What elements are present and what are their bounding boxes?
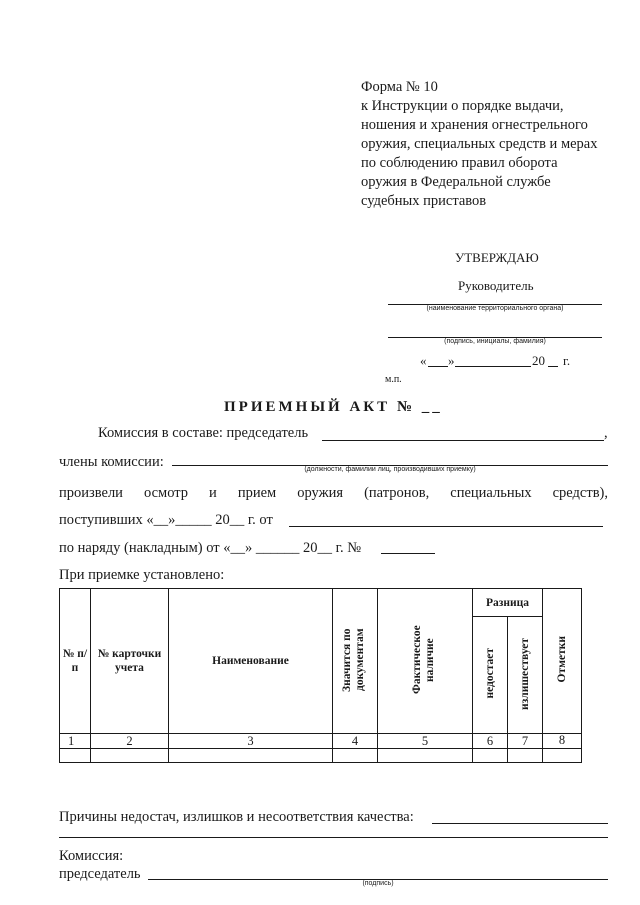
col-number: 1 — [60, 734, 91, 749]
col-header-docs-text: Значится по документам — [341, 627, 366, 692]
empty-cell — [508, 749, 543, 763]
approve-date-open-quote: « — [420, 353, 427, 368]
org-name-field — [388, 292, 602, 312]
header-line: к Инструкции о порядке выдачи, — [361, 98, 564, 114]
empty-cell — [91, 749, 169, 763]
header-line: по соблюдению правил оборота — [361, 155, 558, 171]
arrived-label: поступивших «__»_____ 20__ г. от — [59, 512, 273, 528]
approve-date-year: 20 — [532, 353, 545, 368]
arrived-from-line — [289, 526, 603, 527]
signature-caption: (подпись) — [362, 880, 394, 887]
empty-cell — [473, 749, 508, 763]
col-number: 4 — [333, 734, 378, 749]
approve-role: Руководитель — [458, 278, 534, 293]
form-reference-block — [361, 78, 609, 211]
approve-title: УТВЕРЖДАЮ — [455, 250, 539, 265]
reasons-line-1 — [432, 823, 608, 824]
col-header-diff: Разница — [473, 589, 543, 617]
header-line: судебных приставов — [361, 193, 487, 209]
col-number: 5 — [378, 734, 473, 749]
empty-cell — [333, 749, 378, 763]
org-name-caption: (наименование территориального органа) — [426, 305, 564, 312]
members-field — [172, 452, 608, 473]
col-header-fact — [378, 589, 473, 734]
members-caption: (должности, фамилии лиц, производивших приемку) — [304, 466, 476, 473]
col-number: 8 — [543, 734, 582, 749]
chairman-line — [322, 440, 604, 441]
act-title: ПРИЕМНЫЙ АКТ № __ — [224, 399, 443, 415]
col-header-excess-text: излишествует — [518, 637, 531, 710]
signature-caption: (подпись, инициалы, фамилия) — [444, 338, 546, 345]
established-label: При приемке установлено: — [59, 567, 225, 583]
empty-cell — [378, 749, 473, 763]
col-number: 3 — [169, 734, 333, 749]
header-line: ношения и хранения огнестрельного — [361, 117, 588, 133]
order-label: по наряду (накладным) от «__» ______ 20__ г. № — [59, 540, 362, 556]
approve-date-month-line — [455, 366, 531, 367]
col-header-docs — [333, 589, 378, 734]
stamp-place: м.п. — [385, 374, 402, 385]
signature-field — [388, 325, 602, 345]
empty-cell — [60, 749, 91, 763]
col-header-excess — [508, 617, 543, 734]
col-header-notes — [543, 589, 582, 734]
commission-footer-label: Комиссия: — [59, 848, 124, 864]
approve-date-close-quote: » — [448, 353, 455, 368]
col-header-card: № карточки учета — [91, 589, 169, 734]
order-number-line — [381, 553, 435, 554]
header-line: оружия в Федеральной службе — [361, 174, 551, 190]
table-row — [60, 749, 582, 763]
approve-date-day-line — [428, 366, 448, 367]
commission-label: Комиссия в составе: председатель — [98, 425, 309, 441]
chairman-signature-field — [148, 866, 608, 887]
col-header-no: № п/п — [60, 589, 91, 734]
col-header-short-text: недостает — [483, 648, 496, 699]
col-number: 7 — [508, 734, 543, 749]
col-number: 2 — [91, 734, 169, 749]
header-line: оружия, специальных средств и мерах — [361, 136, 598, 152]
col-number: 6 — [473, 734, 508, 749]
reasons-line-2 — [59, 837, 608, 838]
table-row — [60, 734, 582, 749]
acceptance-table — [59, 588, 582, 763]
reasons-label: Причины недостач, излишков и несоответствия качества: — [59, 809, 414, 825]
empty-cell — [169, 749, 333, 763]
commission-comma: , — [604, 425, 608, 441]
col-header-fact-text: Фактическое наличие — [411, 625, 436, 694]
approve-date-g: г. — [563, 353, 571, 368]
col-header-name: Наименование — [169, 589, 333, 734]
members-label: члены комиссии: — [59, 454, 164, 470]
col-header-notes-text: Отметки — [555, 636, 568, 683]
empty-cell — [543, 749, 582, 763]
approve-date-year-line — [548, 366, 558, 367]
inspect-text: произвели осмотр и прием оружия (патронов, специальных средств), — [59, 485, 608, 501]
form-number: Форма № 10 — [361, 79, 438, 95]
chairman-label: председатель — [59, 866, 141, 882]
col-header-short — [473, 617, 508, 734]
